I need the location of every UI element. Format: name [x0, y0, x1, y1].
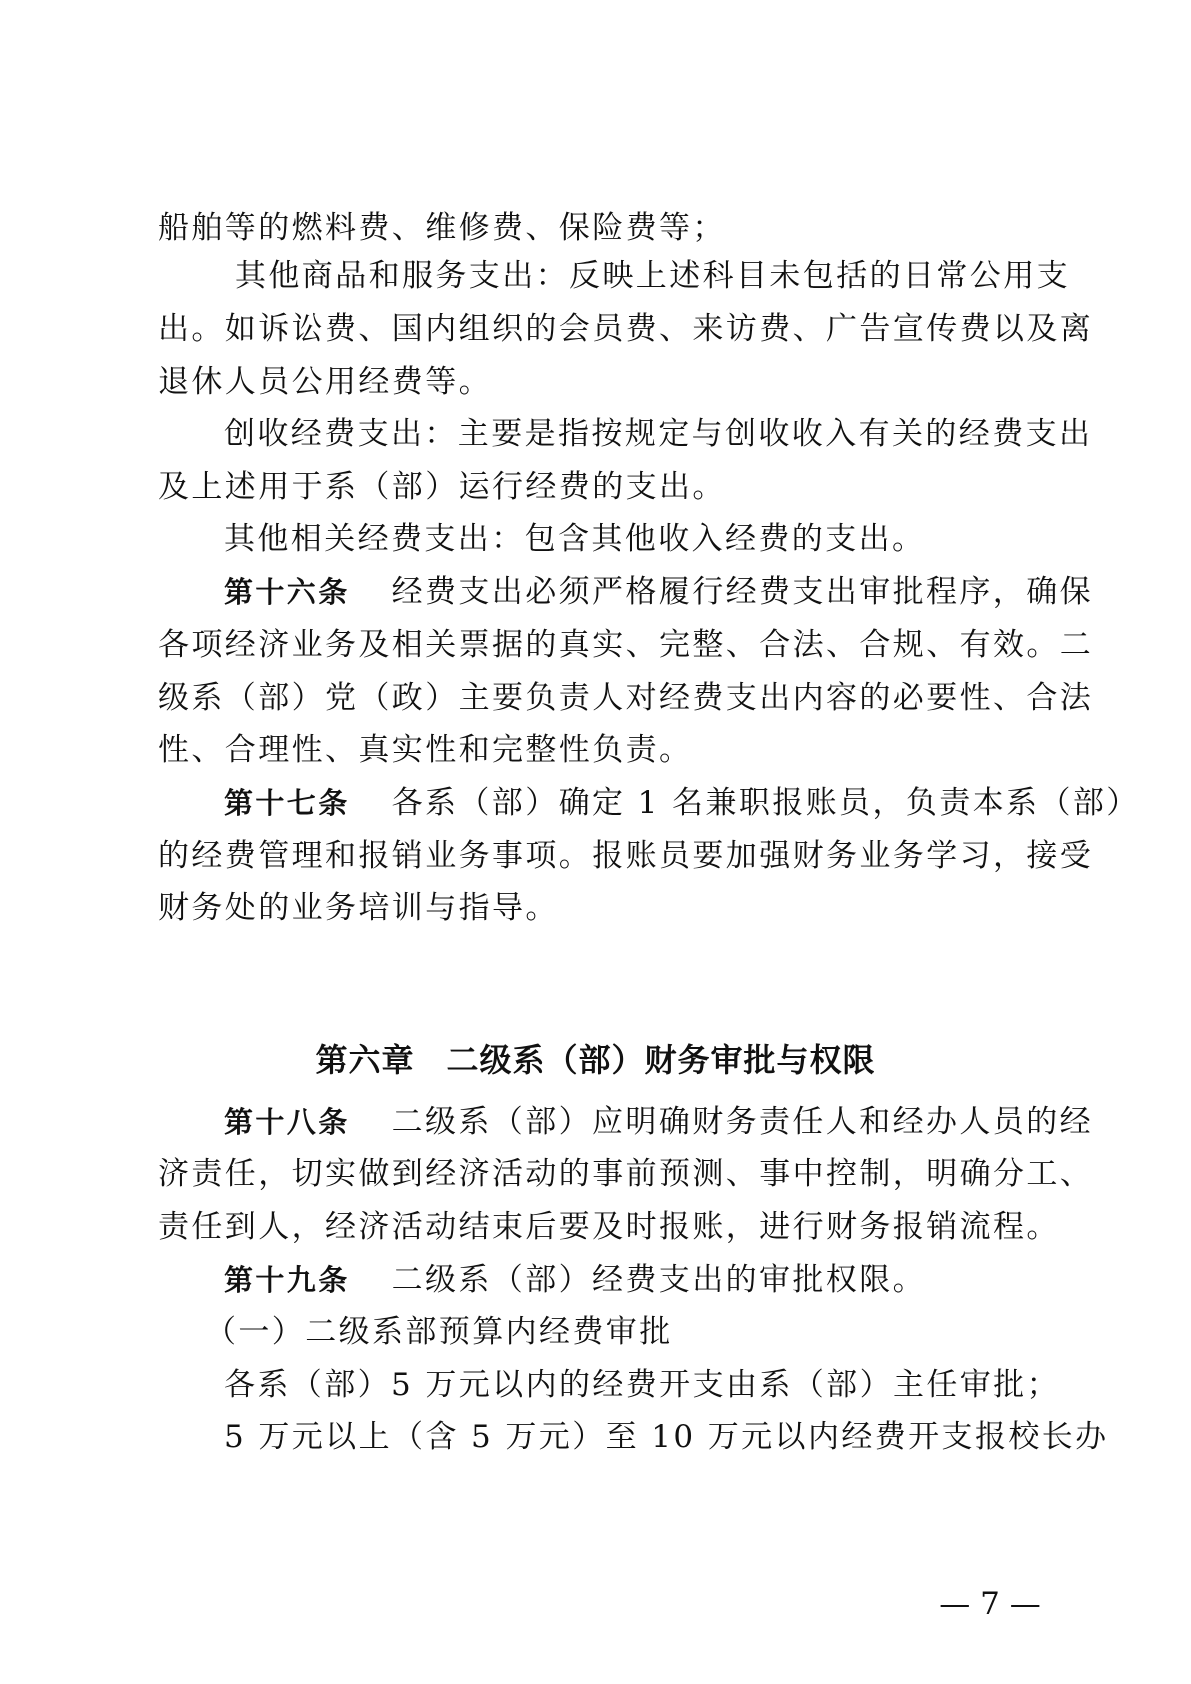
- text-line: 的经费管理和报销业务事项。报账员要加强财务业务学习，接受: [158, 838, 1094, 874]
- article-text: 各系（部）确定 1 名兼职报账员，负责本系（部）: [391, 785, 1140, 821]
- text-line: 船舶等的燃料费、维修费、保险费等；: [158, 210, 726, 246]
- page-number: — 7 —: [939, 1586, 1041, 1622]
- text-line: 及上述用于系（部）运行经费的支出。: [158, 469, 726, 505]
- article-label: 第十九条: [224, 1263, 350, 1297]
- text-line: 各项经济业务及相关票据的真实、完整、合法、合规、有效。二: [158, 627, 1094, 663]
- text-line: 创收经费支出：主要是指按规定与创收收入有关的经费支出: [224, 416, 1093, 452]
- article-label: 第十八条: [224, 1105, 350, 1139]
- article-line: [224, 775, 1140, 831]
- text-line: 出。如诉讼费、国内组织的会员费、来访费、广告宣传费以及离: [158, 311, 1094, 347]
- text-line: 其他商品和服务支出：反映上述科目未包括的日常公用支: [235, 258, 1070, 294]
- text-line: 性、合理性、真实性和完整性负责。: [158, 732, 693, 768]
- article-label: 第十七条: [224, 786, 350, 820]
- text-line: 退休人员公用经费等。: [158, 364, 492, 400]
- text-line: 责任到人，经济活动结束后要及时报账，进行财务报销流程。: [158, 1209, 1060, 1245]
- text-line: 财务处的业务培训与指导。: [158, 890, 559, 926]
- text-line: 级系（部）党（政）主要负责人对经费支出内容的必要性、合法: [158, 680, 1094, 716]
- chapter-heading: [0, 1030, 1191, 1090]
- text-line: 济责任，切实做到经济活动的事前预测、事中控制，明确分工、: [158, 1156, 1094, 1192]
- article-text: 经费支出必须严格履行经费支出审批程序，确保: [391, 574, 1094, 610]
- chapter-title: 二级系（部）财务审批与权限: [446, 1041, 876, 1079]
- article-line: [224, 1252, 1038, 1308]
- article-line: [224, 564, 1094, 620]
- text-line: 各系（部）5 万元以内的经费开支由系（部）主任审批；: [224, 1367, 1060, 1403]
- chapter-number: 第六章: [315, 1041, 415, 1079]
- text-line: 其他相关经费支出：包含其他收入经费的支出。: [224, 521, 926, 557]
- article-label: 第十六条: [224, 575, 350, 609]
- article-text: 二级系（部）经费支出的审批权限。: [391, 1262, 927, 1298]
- text-line: （一）二级系部预算内经费审批: [205, 1314, 673, 1350]
- text-line: 5 万元以上（含 5 万元）至 10 万元以内经费开支报校长办: [224, 1419, 1109, 1455]
- article-line: [224, 1094, 1094, 1150]
- article-text: 二级系（部）应明确财务责任人和经办人员的经: [391, 1104, 1094, 1140]
